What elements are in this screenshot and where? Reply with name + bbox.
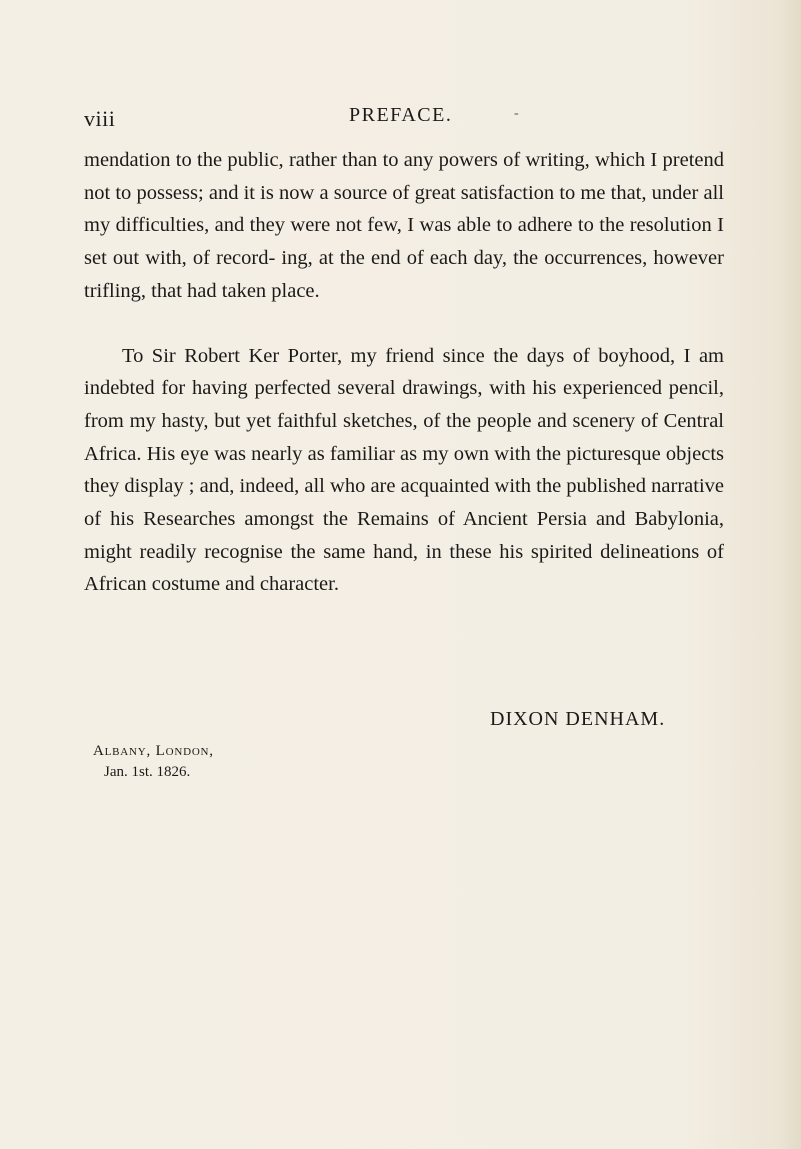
running-title: PREFACE.: [349, 104, 453, 126]
signing-date: Jan. 1st. 1826.: [104, 764, 191, 780]
signing-place: Albany, London,: [93, 743, 214, 759]
author-signature: DIXON DENHAM.: [490, 708, 666, 730]
page-number: viii: [84, 106, 116, 131]
paragraph-1: mendation to the public, rather than to any powers of writing, which I pretend not to possess; and it is now a source of great satisfaction to me that, under all my difficulties, and they were not few, I was able to adhere to the resolution I set out with, of record- ing, at the end of each day, the occurrences, however trifling, that had taken place.: [84, 149, 724, 302]
header-mark: -: [514, 106, 519, 121]
paragraph-2: To Sir Robert Ker Porter, my friend since the days of boyhood, I am indebted for having perfected several drawings, with his experienced pencil, from my hasty, but yet faithful sketches, of the people and scenery of Central Africa. His eye was nearly as familiar as my own with the picturesque objects they display ; and, indeed, all who are acquainted with the published narrative of his Researches amongst the Remains of Ancient Persia and Babylonia, might readily recognise the same hand, in these his spirited delineations of African costume and character.: [84, 344, 724, 596]
body-text: [84, 144, 724, 601]
page-header: [84, 104, 724, 134]
